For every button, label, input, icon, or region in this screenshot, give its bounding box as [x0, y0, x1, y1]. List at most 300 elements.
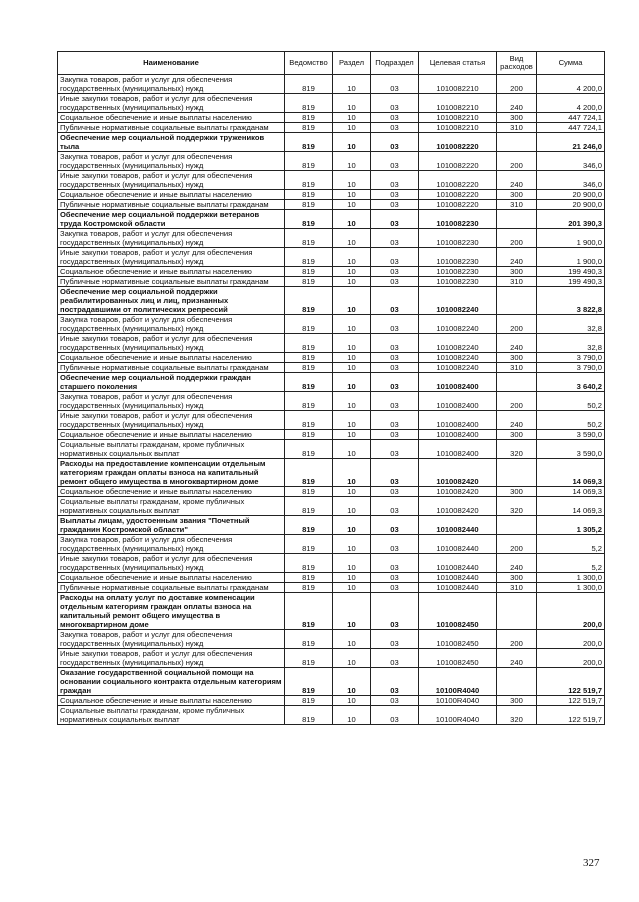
- cell-target: 10100R4040: [419, 696, 497, 706]
- cell-section: 10: [333, 392, 371, 411]
- cell-name: Оказание государственной социальной помощи на основании социального контракта отдельным категориям граждан: [58, 668, 285, 696]
- cell-exp: 300: [497, 430, 537, 440]
- cell-sum: 199 490,3: [537, 267, 605, 277]
- cell-subsection: 03: [371, 248, 419, 267]
- cell-dept: 819: [285, 554, 333, 573]
- cell-exp: [497, 373, 537, 392]
- cell-sum: 5,2: [537, 554, 605, 573]
- cell-name: Иные закупки товаров, работ и услуг для обеспечения государственных (муниципальных) нужд: [58, 94, 285, 113]
- cell-dept: 819: [285, 123, 333, 133]
- cell-name: Обеспечение мер социальной поддержки реабилитированных лиц и лиц, признанных пострадавшими от политических репрессий: [58, 287, 285, 315]
- cell-exp: 300: [497, 696, 537, 706]
- cell-target: 1010082230: [419, 210, 497, 229]
- cell-exp: 310: [497, 123, 537, 133]
- cell-name: Социальные выплаты гражданам, кроме публичных нормативных социальных выплат: [58, 497, 285, 516]
- cell-name: Иные закупки товаров, работ и услуг для обеспечения государственных (муниципальных) нужд: [58, 649, 285, 668]
- cell-dept: 819: [285, 287, 333, 315]
- cell-exp: 300: [497, 353, 537, 363]
- cell-dept: 819: [285, 392, 333, 411]
- cell-sum: 201 390,3: [537, 210, 605, 229]
- cell-exp: 300: [497, 487, 537, 497]
- cell-section: 10: [333, 287, 371, 315]
- cell-sum: 200,0: [537, 630, 605, 649]
- cell-target: 1010082400: [419, 373, 497, 392]
- cell-exp: 300: [497, 113, 537, 123]
- cell-sum: 200,0: [537, 649, 605, 668]
- cell-exp: 200: [497, 630, 537, 649]
- cell-exp: 310: [497, 200, 537, 210]
- table-body: [58, 75, 605, 725]
- cell-subsection: 03: [371, 229, 419, 248]
- cell-subsection: 03: [371, 630, 419, 649]
- cell-dept: 819: [285, 573, 333, 583]
- cell-subsection: 03: [371, 363, 419, 373]
- cell-dept: 819: [285, 535, 333, 554]
- cell-target: 10100R4040: [419, 706, 497, 725]
- cell-name: Публичные нормативные социальные выплаты гражданам: [58, 363, 285, 373]
- cell-subsection: 03: [371, 334, 419, 353]
- cell-exp: 240: [497, 248, 537, 267]
- table-row: [58, 583, 605, 593]
- cell-subsection: 03: [371, 554, 419, 573]
- header-section: Раздел: [333, 52, 371, 75]
- cell-subsection: 03: [371, 152, 419, 171]
- cell-section: 10: [333, 113, 371, 123]
- cell-target: 1010082440: [419, 535, 497, 554]
- page-number: 327: [583, 857, 600, 869]
- cell-dept: 819: [285, 583, 333, 593]
- cell-subsection: 03: [371, 171, 419, 190]
- cell-exp: 300: [497, 573, 537, 583]
- cell-target: 1010082420: [419, 497, 497, 516]
- table-row: [58, 123, 605, 133]
- table-row: [58, 190, 605, 200]
- cell-section: 10: [333, 668, 371, 696]
- cell-exp: 200: [497, 535, 537, 554]
- cell-subsection: 03: [371, 487, 419, 497]
- cell-name: Закупка товаров, работ и услуг для обеспечения государственных (муниципальных) нужд: [58, 152, 285, 171]
- cell-target: 1010082400: [419, 411, 497, 430]
- cell-dept: 819: [285, 668, 333, 696]
- cell-dept: 819: [285, 696, 333, 706]
- cell-dept: 819: [285, 94, 333, 113]
- cell-exp: 300: [497, 267, 537, 277]
- cell-subsection: 03: [371, 535, 419, 554]
- cell-subsection: 03: [371, 516, 419, 535]
- cell-sum: 20 900,0: [537, 200, 605, 210]
- cell-subsection: 03: [371, 210, 419, 229]
- cell-target: 1010082450: [419, 593, 497, 630]
- cell-target: 1010082450: [419, 630, 497, 649]
- cell-subsection: 03: [371, 411, 419, 430]
- cell-dept: 819: [285, 315, 333, 334]
- cell-name: Публичные нормативные социальные выплаты гражданам: [58, 123, 285, 133]
- cell-exp: 310: [497, 277, 537, 287]
- cell-exp: 320: [497, 440, 537, 459]
- cell-section: 10: [333, 696, 371, 706]
- cell-name: Социальное обеспечение и иные выплаты населению: [58, 696, 285, 706]
- cell-name: Закупка товаров, работ и услуг для обеспечения государственных (муниципальных) нужд: [58, 229, 285, 248]
- cell-sum: 3 640,2: [537, 373, 605, 392]
- cell-dept: 819: [285, 152, 333, 171]
- cell-section: 10: [333, 363, 371, 373]
- cell-subsection: 03: [371, 392, 419, 411]
- header-target: Целевая статья: [419, 52, 497, 75]
- header-subsection: Подраздел: [371, 52, 419, 75]
- cell-subsection: 03: [371, 75, 419, 94]
- cell-subsection: 03: [371, 94, 419, 113]
- cell-name: Закупка товаров, работ и услуг для обеспечения государственных (муниципальных) нужд: [58, 315, 285, 334]
- table-row: [58, 487, 605, 497]
- cell-exp: 200: [497, 229, 537, 248]
- cell-target: 1010082240: [419, 353, 497, 363]
- cell-target: 1010082230: [419, 267, 497, 277]
- cell-sum: 3 590,0: [537, 440, 605, 459]
- cell-subsection: 03: [371, 668, 419, 696]
- cell-name: Расходы на предоставление компенсации отдельным категориям граждан оплаты взноса на капитальный ремонт общего имущества в многоквартирном доме: [58, 459, 285, 487]
- cell-name: Публичные нормативные социальные выплаты гражданам: [58, 277, 285, 287]
- cell-name: Расходы на оплату услуг по доставке компенсации отдельным категориям граждан оплаты взноса на капитальный ремонт общего имущества в многоквартирном доме: [58, 593, 285, 630]
- cell-name: Закупка товаров, работ и услуг для обеспечения государственных (муниципальных) нужд: [58, 630, 285, 649]
- table-row: [58, 497, 605, 516]
- cell-dept: 819: [285, 440, 333, 459]
- cell-exp: 200: [497, 75, 537, 94]
- cell-dept: 819: [285, 248, 333, 267]
- cell-name: Иные закупки товаров, работ и услуг для обеспечения государственных (муниципальных) нужд: [58, 171, 285, 190]
- cell-subsection: 03: [371, 696, 419, 706]
- cell-target: 1010082400: [419, 392, 497, 411]
- cell-sum: 3 822,8: [537, 287, 605, 315]
- budget-table-container: [57, 51, 604, 725]
- cell-sum: 122 519,7: [537, 696, 605, 706]
- cell-section: 10: [333, 583, 371, 593]
- cell-dept: 819: [285, 430, 333, 440]
- cell-exp: 310: [497, 363, 537, 373]
- cell-name: Социальное обеспечение и иные выплаты населению: [58, 430, 285, 440]
- cell-exp: 320: [497, 706, 537, 725]
- cell-dept: 819: [285, 75, 333, 94]
- cell-target: 1010082450: [419, 649, 497, 668]
- cell-name: Закупка товаров, работ и услуг для обеспечения государственных (муниципальных) нужд: [58, 392, 285, 411]
- cell-section: 10: [333, 353, 371, 363]
- cell-sum: 1 300,0: [537, 583, 605, 593]
- cell-name: Обеспечение мер социальной поддержки граждан старшего поколения: [58, 373, 285, 392]
- table-row: [58, 353, 605, 363]
- cell-sum: 21 246,0: [537, 133, 605, 152]
- cell-sum: 1 900,0: [537, 229, 605, 248]
- cell-sum: 200,0: [537, 593, 605, 630]
- cell-sum: 32,8: [537, 315, 605, 334]
- cell-dept: 819: [285, 171, 333, 190]
- cell-section: 10: [333, 593, 371, 630]
- cell-subsection: 03: [371, 593, 419, 630]
- cell-section: 10: [333, 516, 371, 535]
- table-row: [58, 573, 605, 583]
- cell-exp: 240: [497, 554, 537, 573]
- cell-section: 10: [333, 573, 371, 583]
- cell-sum: 346,0: [537, 152, 605, 171]
- cell-subsection: 03: [371, 430, 419, 440]
- cell-dept: 819: [285, 277, 333, 287]
- table-row: [58, 267, 605, 277]
- cell-sum: 122 519,7: [537, 706, 605, 725]
- cell-exp: 240: [497, 334, 537, 353]
- table-row: [58, 133, 605, 152]
- cell-exp: 240: [497, 94, 537, 113]
- cell-dept: 819: [285, 363, 333, 373]
- cell-exp: [497, 516, 537, 535]
- cell-name: Публичные нормативные социальные выплаты гражданам: [58, 200, 285, 210]
- table-row: [58, 440, 605, 459]
- cell-sum: 32,8: [537, 334, 605, 353]
- cell-section: 10: [333, 123, 371, 133]
- cell-exp: [497, 133, 537, 152]
- table-row: [58, 229, 605, 248]
- cell-sum: 199 490,3: [537, 277, 605, 287]
- cell-subsection: 03: [371, 277, 419, 287]
- cell-name: Социальное обеспечение и иные выплаты населению: [58, 190, 285, 200]
- table-row: [58, 373, 605, 392]
- cell-sum: 5,2: [537, 535, 605, 554]
- cell-sum: 14 069,3: [537, 487, 605, 497]
- cell-target: 1010082210: [419, 94, 497, 113]
- cell-dept: 819: [285, 411, 333, 430]
- cell-section: 10: [333, 487, 371, 497]
- cell-dept: 819: [285, 190, 333, 200]
- cell-dept: 819: [285, 630, 333, 649]
- table-row: [58, 668, 605, 696]
- cell-name: Социальное обеспечение и иные выплаты населению: [58, 267, 285, 277]
- cell-exp: 310: [497, 583, 537, 593]
- cell-dept: 819: [285, 373, 333, 392]
- cell-name: Социальные выплаты гражданам, кроме публичных нормативных социальных выплат: [58, 440, 285, 459]
- cell-dept: 819: [285, 706, 333, 725]
- cell-dept: 819: [285, 353, 333, 363]
- cell-name: Обеспечение мер социальной поддержки тружеников тыла: [58, 133, 285, 152]
- cell-section: 10: [333, 373, 371, 392]
- header-sum: Сумма: [537, 52, 605, 75]
- cell-sum: 447 724,1: [537, 123, 605, 133]
- table-row: [58, 113, 605, 123]
- cell-target: 1010082210: [419, 113, 497, 123]
- cell-subsection: 03: [371, 123, 419, 133]
- cell-section: 10: [333, 133, 371, 152]
- cell-section: 10: [333, 75, 371, 94]
- cell-subsection: 03: [371, 440, 419, 459]
- cell-section: 10: [333, 94, 371, 113]
- cell-sum: 3 790,0: [537, 353, 605, 363]
- cell-sum: 122 519,7: [537, 668, 605, 696]
- cell-sum: 1 300,0: [537, 573, 605, 583]
- cell-sum: 4 200,0: [537, 94, 605, 113]
- cell-exp: 240: [497, 171, 537, 190]
- table-row: [58, 649, 605, 668]
- cell-name: Иные закупки товаров, работ и услуг для обеспечения государственных (муниципальных) нужд: [58, 554, 285, 573]
- cell-subsection: 03: [371, 190, 419, 200]
- table-row: [58, 516, 605, 535]
- cell-dept: 819: [285, 649, 333, 668]
- table-row: [58, 630, 605, 649]
- cell-target: 1010082400: [419, 430, 497, 440]
- cell-section: 10: [333, 277, 371, 287]
- header-exp: Вид расходов: [497, 52, 537, 75]
- cell-subsection: 03: [371, 497, 419, 516]
- cell-target: 1010082230: [419, 229, 497, 248]
- table-row: [58, 554, 605, 573]
- cell-dept: 819: [285, 229, 333, 248]
- cell-dept: 819: [285, 459, 333, 487]
- table-row: [58, 248, 605, 267]
- cell-sum: 3 790,0: [537, 363, 605, 373]
- table-row: [58, 315, 605, 334]
- cell-name: Иные закупки товаров, работ и услуг для обеспечения государственных (муниципальных) нужд: [58, 248, 285, 267]
- cell-sum: 1 305,2: [537, 516, 605, 535]
- cell-subsection: 03: [371, 267, 419, 277]
- cell-section: 10: [333, 497, 371, 516]
- table-row: [58, 706, 605, 725]
- cell-section: 10: [333, 535, 371, 554]
- cell-section: 10: [333, 229, 371, 248]
- cell-dept: 819: [285, 210, 333, 229]
- cell-exp: [497, 210, 537, 229]
- cell-sum: 1 900,0: [537, 248, 605, 267]
- cell-dept: 819: [285, 113, 333, 123]
- cell-section: 10: [333, 459, 371, 487]
- cell-section: 10: [333, 315, 371, 334]
- cell-subsection: 03: [371, 649, 419, 668]
- cell-target: 1010082400: [419, 440, 497, 459]
- table-row: [58, 411, 605, 430]
- table-row: [58, 593, 605, 630]
- table-row: [58, 334, 605, 353]
- header-dept: Ведомство: [285, 52, 333, 75]
- cell-name: Иные закупки товаров, работ и услуг для обеспечения государственных (муниципальных) нужд: [58, 334, 285, 353]
- table-row: [58, 696, 605, 706]
- cell-target: 1010082440: [419, 516, 497, 535]
- cell-exp: 200: [497, 392, 537, 411]
- cell-target: 1010082220: [419, 152, 497, 171]
- cell-subsection: 03: [371, 353, 419, 363]
- cell-exp: [497, 593, 537, 630]
- table-row: [58, 392, 605, 411]
- cell-target: 1010082240: [419, 334, 497, 353]
- cell-target: 1010082240: [419, 363, 497, 373]
- cell-target: 1010082230: [419, 248, 497, 267]
- cell-section: 10: [333, 554, 371, 573]
- cell-exp: 300: [497, 190, 537, 200]
- cell-section: 10: [333, 200, 371, 210]
- cell-target: 1010082220: [419, 171, 497, 190]
- cell-section: 10: [333, 430, 371, 440]
- cell-target: 1010082210: [419, 75, 497, 94]
- cell-name: Социальное обеспечение и иные выплаты населению: [58, 573, 285, 583]
- cell-name: Социальное обеспечение и иные выплаты населению: [58, 487, 285, 497]
- cell-section: 10: [333, 440, 371, 459]
- cell-exp: [497, 459, 537, 487]
- cell-sum: 14 069,3: [537, 459, 605, 487]
- cell-target: 1010082440: [419, 583, 497, 593]
- cell-target: 1010082420: [419, 487, 497, 497]
- cell-subsection: 03: [371, 133, 419, 152]
- cell-exp: [497, 668, 537, 696]
- table-row: [58, 363, 605, 373]
- table-row: [58, 287, 605, 315]
- cell-target: 1010082210: [419, 123, 497, 133]
- cell-subsection: 03: [371, 583, 419, 593]
- table-row: [58, 459, 605, 487]
- cell-exp: [497, 287, 537, 315]
- cell-dept: 819: [285, 133, 333, 152]
- cell-name: Выплаты лицам, удостоенным звания "Почетный гражданин Костромской области": [58, 516, 285, 535]
- cell-section: 10: [333, 248, 371, 267]
- cell-section: 10: [333, 649, 371, 668]
- table-row: [58, 210, 605, 229]
- cell-dept: 819: [285, 593, 333, 630]
- cell-exp: 240: [497, 411, 537, 430]
- header-row: [58, 52, 605, 75]
- cell-section: 10: [333, 210, 371, 229]
- cell-dept: 819: [285, 334, 333, 353]
- cell-sum: 3 590,0: [537, 430, 605, 440]
- cell-sum: 4 200,0: [537, 75, 605, 94]
- cell-section: 10: [333, 171, 371, 190]
- cell-section: 10: [333, 152, 371, 171]
- cell-dept: 819: [285, 487, 333, 497]
- cell-sum: 447 724,1: [537, 113, 605, 123]
- cell-target: 1010082440: [419, 573, 497, 583]
- cell-section: 10: [333, 267, 371, 277]
- cell-exp: 320: [497, 497, 537, 516]
- cell-target: 1010082440: [419, 554, 497, 573]
- cell-name: Социальное обеспечение и иные выплаты населению: [58, 113, 285, 123]
- cell-target: 10100R4040: [419, 668, 497, 696]
- table-row: [58, 171, 605, 190]
- cell-name: Иные закупки товаров, работ и услуг для обеспечения государственных (муниципальных) нужд: [58, 411, 285, 430]
- cell-target: 1010082240: [419, 315, 497, 334]
- table-row: [58, 152, 605, 171]
- cell-subsection: 03: [371, 706, 419, 725]
- header-name: Наименование: [58, 52, 285, 75]
- cell-subsection: 03: [371, 459, 419, 487]
- cell-subsection: 03: [371, 200, 419, 210]
- cell-target: 1010082220: [419, 200, 497, 210]
- cell-section: 10: [333, 630, 371, 649]
- cell-section: 10: [333, 334, 371, 353]
- cell-name: Обеспечение мер социальной поддержки ветеранов труда Костромской области: [58, 210, 285, 229]
- cell-sum: 20 900,0: [537, 190, 605, 200]
- cell-sum: 346,0: [537, 171, 605, 190]
- cell-subsection: 03: [371, 315, 419, 334]
- cell-name: Закупка товаров, работ и услуг для обеспечения государственных (муниципальных) нужд: [58, 75, 285, 94]
- budget-table: [57, 51, 605, 725]
- cell-sum: 50,2: [537, 392, 605, 411]
- cell-dept: 819: [285, 267, 333, 277]
- cell-exp: 200: [497, 152, 537, 171]
- table-row: [58, 535, 605, 554]
- cell-sum: 14 069,3: [537, 497, 605, 516]
- cell-target: 1010082230: [419, 277, 497, 287]
- cell-dept: 819: [285, 200, 333, 210]
- cell-name: Социальные выплаты гражданам, кроме публичных нормативных социальных выплат: [58, 706, 285, 725]
- cell-target: 1010082220: [419, 133, 497, 152]
- cell-subsection: 03: [371, 287, 419, 315]
- table-row: [58, 200, 605, 210]
- cell-subsection: 03: [371, 573, 419, 583]
- cell-target: 1010082240: [419, 287, 497, 315]
- cell-target: 1010082220: [419, 190, 497, 200]
- cell-section: 10: [333, 411, 371, 430]
- cell-dept: 819: [285, 516, 333, 535]
